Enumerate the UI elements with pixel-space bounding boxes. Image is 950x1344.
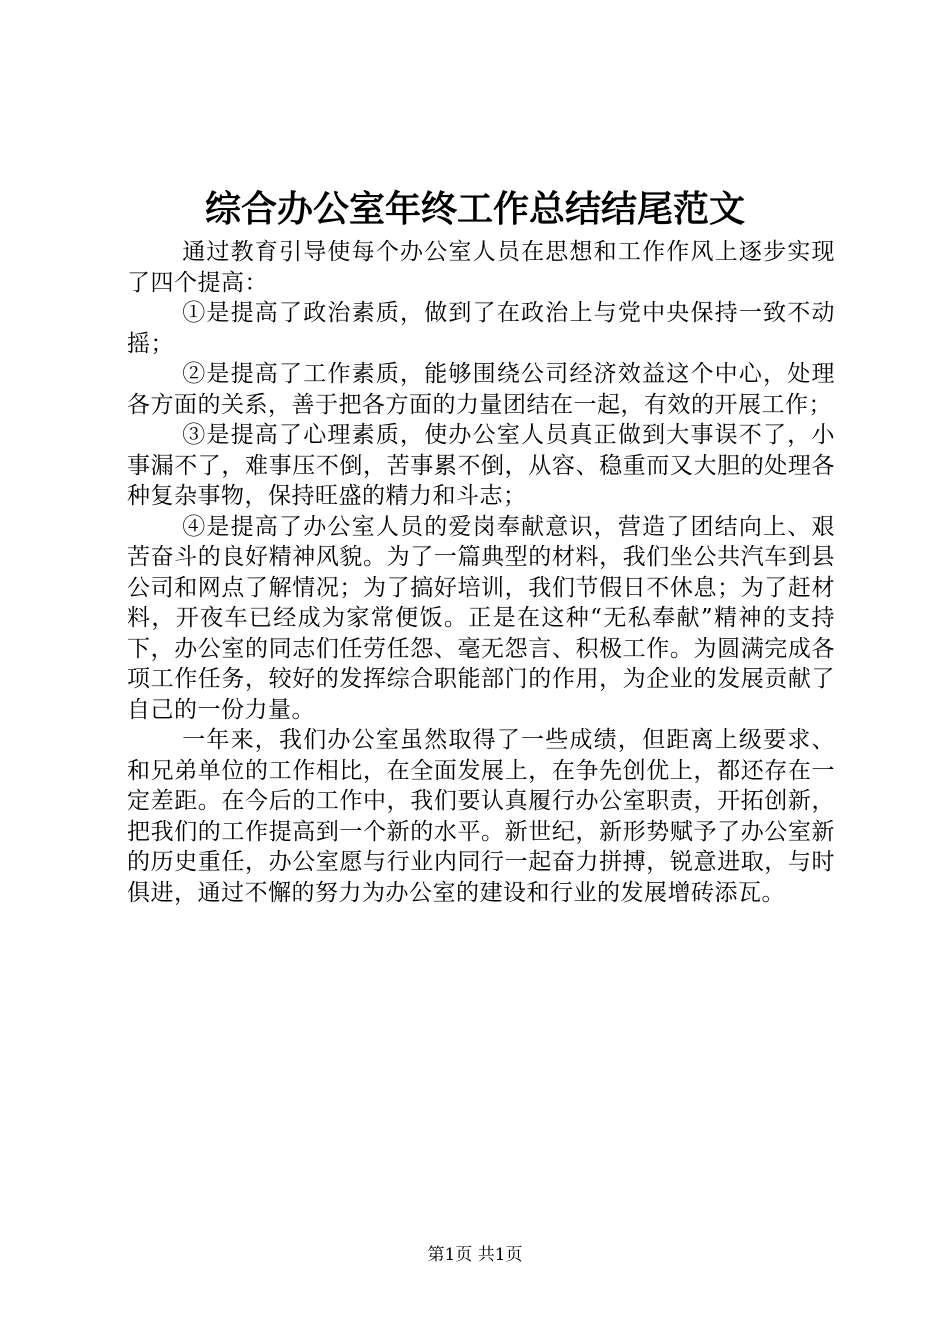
paragraph-conclusion: 一年来，我们办公室虽然取得了一些成绩，但距离上级要求、和兄弟单位的工作相比，在全面发展上，在争先创优上，都还存在一定差距。在今后的工作中，我们要认真履行办公室职责，开拓创新，把我们的工作提高到一个新的水平。新世纪，新形势赋予了办公室新的历史重任，办公室愿与行业内同行一起奋力拼搏，锐意进取，与时俱进，通过不懈的努力为办公室的建设和行业的发展增砖添瓦。	[127, 727, 835, 906]
paragraph-item-3: ③是提高了心理素质，使办公室人员真正做到大事误不了，小事漏不了，难事压不倒，苦事累不倒，从容、稳重而又大胆的处理各种复杂事物，保持旺盛的精力和斗志；	[127, 422, 835, 509]
document-title: 综合办公室年终工作总结结尾范文	[204, 188, 745, 230]
paragraph-item-2: ②是提高了工作素质，能够围绕公司经济效益这个中心，处理各方面的关系，善于把各方面的力量团结在一起，有效的开展工作；	[127, 361, 835, 418]
document-body	[127, 237, 835, 908]
paragraph-intro: 通过教育引导使每个办公室人员在思想和工作作风上逐步实现了四个提高：	[127, 239, 835, 296]
paragraph-item-4: ④是提高了办公室人员的爱岗奉献意识，营造了团结向上、艰苦奋斗的良好精神风貌。为了一篇典型的材料，我们坐公共汽车到县公司和网点了解情况；为了搞好培训，我们节假日不休息；为了赶材料，开夜车已经成为家常便饭。正是在这种“无私奉献”精神的支持下，办公室的同志们任劳任怨、毫无怨言、积极工作。为圆满完成各项工作任务，较好的发挥综合职能部门的作用，为企业的发展贡献了自己的一份力量。	[127, 513, 835, 723]
page-footer: 第1页 共1页	[427, 1245, 523, 1265]
paragraph-item-1: ①是提高了政治素质，做到了在政治上与党中央保持一致不动摇；	[127, 300, 835, 357]
